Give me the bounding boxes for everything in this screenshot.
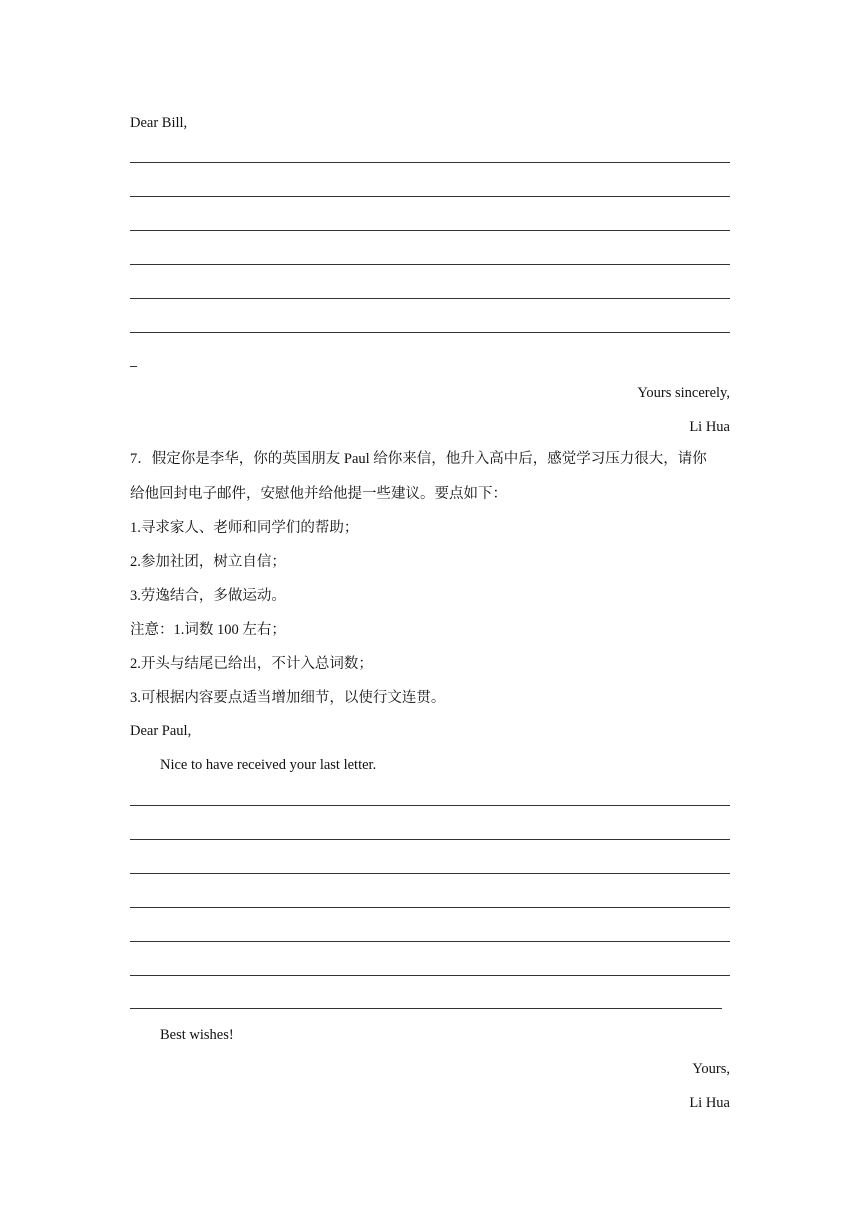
writing-line[interactable] [130, 839, 730, 840]
letter1-signature: Li Hua [689, 419, 730, 435]
letter2-opening: Nice to have received your last letter. [160, 757, 377, 773]
task7-point: 2.参加社团，树立自信； [130, 554, 286, 570]
task7-note: 注意：1.词数 100 左右； [130, 622, 286, 638]
letter1-salutation: Dear Bill, [130, 115, 188, 131]
writing-line[interactable] [130, 196, 730, 197]
letter2-signature: Li Hua [689, 1095, 730, 1111]
letter2-salutation: Dear Paul, [130, 723, 192, 739]
task7-note: 3.可根据内容要点适当增加细节，以使行文连贯。 [130, 690, 446, 706]
letter2-closing: Yours, [692, 1061, 730, 1077]
task7-point: 3.劳逸结合，多做运动。 [130, 588, 286, 604]
task7-prompt-line1: 7．假定你是李华，你的英国朋友 Paul 给你来信，他升入高中后，感觉学习压力很大，请你 [130, 451, 707, 467]
writing-line[interactable] [130, 1008, 722, 1009]
writing-line[interactable] [130, 975, 730, 976]
letter2-farewell: Best wishes! [160, 1027, 234, 1043]
writing-line[interactable] [130, 941, 730, 942]
task7-note: 2.开头与结尾已给出，不计入总词数； [130, 656, 373, 672]
writing-line[interactable] [130, 332, 730, 333]
writing-line[interactable] [130, 230, 730, 231]
writing-line[interactable] [130, 162, 730, 163]
task7-prompt-line2: 给他回封电子邮件，安慰他并给他提一些建议。要点如下： [130, 486, 507, 502]
writing-line[interactable] [130, 907, 730, 908]
writing-line[interactable] [130, 805, 730, 806]
writing-line-continuation[interactable] [130, 366, 137, 367]
letter1-closing: Yours sincerely, [637, 385, 730, 401]
writing-line[interactable] [130, 873, 730, 874]
writing-line[interactable] [130, 298, 730, 299]
task7-point: 1.寻求家人、老师和同学们的帮助； [130, 520, 359, 536]
writing-line[interactable] [130, 264, 730, 265]
